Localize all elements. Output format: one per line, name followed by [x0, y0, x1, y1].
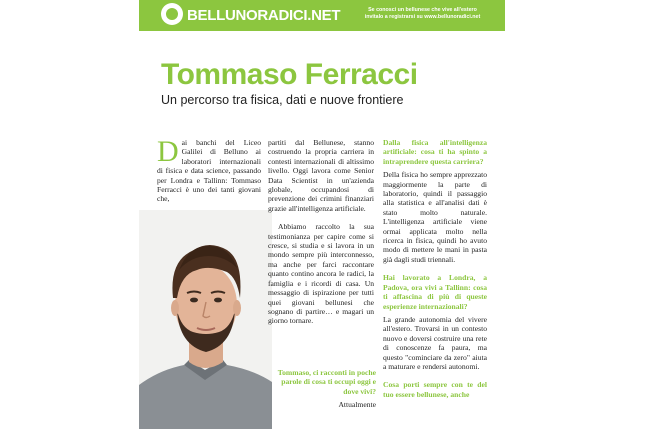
promo-text	[355, 7, 490, 21]
answer-paragraph: La grande autonomia del vivere all'estero. Trovarsi in un contesto nuovo e doversi costruire una rete di conoscenze fa paura, ma questo "cominciare da zero" aiuta a maturare e rendersi autonomi.	[383, 314, 487, 371]
brand-name: BELLUNORADICI.NET	[187, 7, 341, 24]
question-heading: Cosa porti sempre con te del tuo essere bellunese, anche	[383, 380, 487, 399]
answer-paragraph: Della fisica ho sempre apprezzato maggiormente la parte di laboratorio, quindi il passaggio alla statistica e all'analisi dati è stato molto naturale. L'intelligenza artificiale viene ormai applicata molto nella ricerca in fisica, quindi ho avuto modo di mettere le mani in pasta già dagli studi triennali.	[383, 170, 487, 264]
promo-line-1: Se conosci un bellunese che vive all'estero	[368, 7, 477, 13]
paragraph: partiti dal Bellunese, stanno costruendo la propria carriera in contesti internazionali di altissimo livello. Oggi lavora come Senior Data Scientist in un'azienda globale, occupandosi di prevenzione dei crimini finanziari grazie all'intelligenza artificiale.	[268, 138, 374, 213]
paragraph: Abbiamo raccolto la sua testimonianza per capire come si cresce, si studia e si lavora in un mondo sempre più interconnesso, ma anche per farci raccontare quanto contino ancora le radici, la famiglia e i ricordi di casa. Un messaggio di ispirazione per tutti quei giovani bellunesi che sognano di partire… e magari un giorno tornare.	[268, 222, 374, 326]
lead-paragraph: ai banchi del Liceo Galilei di Belluno ai laboratori internazionali di fisica e data science, passando per Londra e Tallinn: Tommaso Ferracci è uno dei tanti giovani che,	[157, 138, 261, 204]
brand-logo-icon	[161, 3, 183, 25]
promo-line-2: invitalo a registrarsi su www.bellunoradici.net	[364, 14, 481, 20]
answer-start: Attualmente	[338, 400, 376, 410]
question-heading: Tommaso, ci racconti in poche parole di cosa ti occupi oggi e dove vivi?	[277, 368, 376, 396]
column-3	[383, 138, 487, 403]
article-subtitle: Un percorso tra fisica, dati e nuove frontiere	[161, 93, 404, 107]
column-2	[268, 138, 374, 335]
drop-cap: D	[157, 135, 179, 168]
portrait-photo	[139, 210, 272, 429]
magazine-page	[139, 0, 505, 429]
question-heading: Dalla fisica all'intelligenza artificiale: cosa ti ha spinto a intraprendere questa carriera?	[383, 138, 487, 166]
header-band	[139, 0, 505, 31]
column-2-question	[272, 368, 376, 410]
question-heading: Hai lavorato a Londra, a Padova, ora vivi a Tallinn: cosa ti affascina di più di queste esperienze internazionali?	[383, 273, 487, 311]
column-1	[157, 135, 261, 204]
article-title: Tommaso Ferracci	[161, 58, 418, 91]
